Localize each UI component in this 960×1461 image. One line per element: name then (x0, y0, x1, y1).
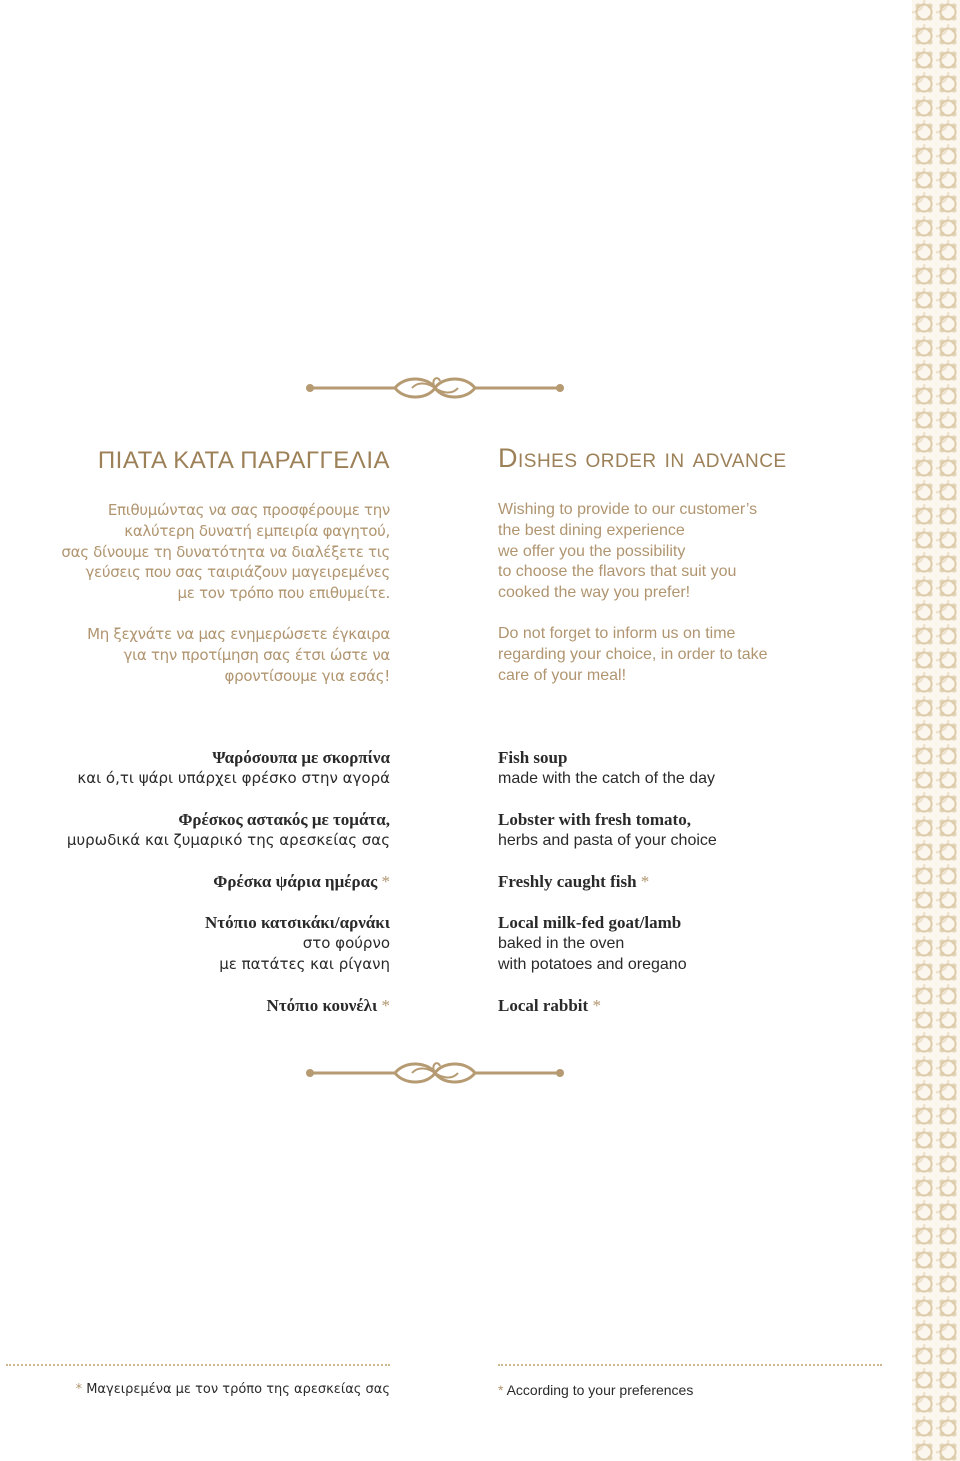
text-line: care of your meal! (498, 666, 627, 684)
english-dish-rabbit (498, 995, 828, 1016)
english-dish-goat-lamb (498, 912, 828, 975)
text-line: Επιθυμώντας να σας προσφέρουμε την (107, 501, 390, 519)
dish-description: made with the catch of the day (498, 770, 716, 787)
text-line: με τον τρόπο που επιθυμείτε. (177, 584, 390, 603)
lace-border-pattern (912, 0, 960, 1461)
asterisk-marker: * (381, 872, 390, 891)
greek-dish-fresh-fish (40, 871, 390, 892)
english-footnote (498, 1382, 828, 1398)
dish-name: Φρέσκα ψάρια ημέρας (213, 872, 378, 891)
greek-intro-paragraph-2 (40, 624, 390, 686)
dish-name: Ψαρόσουπα με σκορπίνα (212, 748, 390, 767)
dish-description: στο φούρνο (302, 934, 390, 952)
footnote-text: According to your preferences (506, 1382, 694, 1398)
greek-dish-fish-soup (40, 747, 390, 789)
dish-name: Ντόπιο κουνέλι (266, 996, 378, 1015)
text-line: we offer you the possibility (498, 542, 686, 560)
greek-intro-paragraph-1 (40, 500, 390, 604)
dish-description: herbs and pasta of your choice (498, 832, 717, 849)
divider (498, 1364, 882, 1366)
text-line: Do not forget to inform us on time (498, 625, 736, 642)
english-intro-paragraph-2 (498, 624, 828, 686)
text-line: to choose the flavors that suit you (498, 563, 737, 581)
text-line: φροντίσουμε για εσάς! (224, 666, 390, 685)
greek-dish-goat-lamb (40, 912, 390, 975)
dish-name: Local rabbit (498, 996, 589, 1015)
asterisk-marker: * (592, 996, 601, 1015)
dish-description: with potatoes and oregano (498, 956, 687, 973)
greek-footnote (40, 1382, 390, 1397)
dish-description: baked in the oven (498, 935, 625, 952)
dish-description: μυρωδικά και ζυμαρικό της αρεσκείας σας (66, 831, 390, 849)
greek-dish-lobster (40, 809, 390, 851)
text-line: Μη ξεχνάτε να μας ενημερώσετε έγκαιρα (87, 625, 390, 643)
footnote-text: Μαγειρεμένα με τον τρόπο της αρεσκείας σας (86, 1382, 390, 1397)
english-title: Dishes order in advance (498, 443, 787, 473)
text-line: σας δίνουμε τη δυνατότητα να διαλέξετε τις (61, 542, 390, 561)
english-intro-paragraph-1 (498, 500, 828, 604)
dish-name: Lobster with fresh tomato, (498, 810, 691, 829)
text-line: για την προτίμηση σας έτσι ώστε να (123, 645, 390, 664)
dish-name: Fish soup (498, 748, 568, 767)
dish-name: Ντόπιο κατσικάκι/αρνάκι (205, 913, 390, 932)
dish-name: Φρέσκος αστακός με τομάτα, (178, 810, 390, 829)
text-line: regarding your choice, in order to take (498, 645, 768, 663)
asterisk-marker: * (75, 1382, 83, 1397)
english-dish-fish-soup (498, 747, 828, 789)
text-line: καλύτερη δυνατή εμπειρία φαγητού, (124, 521, 390, 540)
greek-dish-rabbit (40, 995, 390, 1016)
text-line: γεύσεις που σας ταιριάζουν μαγειρεμένες (85, 563, 390, 582)
dish-name: Freshly caught fish (498, 872, 637, 891)
asterisk-marker: * (640, 872, 650, 891)
english-dish-lobster (498, 809, 828, 851)
dish-name: Local milk-fed goat/lamb (498, 913, 682, 932)
text-line: Wishing to provide to our customer’s (498, 501, 758, 518)
dish-description: με πατάτες και ρίγανη (219, 955, 390, 973)
asterisk-marker: * (381, 996, 390, 1015)
scroll-ornament-icon (300, 373, 570, 403)
dish-description: και ό,τι ψάρι υπάρχει φρέσκο στην αγορά (77, 769, 390, 787)
text-line: cooked the way you prefer! (498, 584, 691, 602)
greek-title: ΠΙΑΤΑ ΚΑΤΑ ΠΑΡΑΓΓΕΛΙΑ (97, 447, 390, 474)
asterisk-marker: * (498, 1382, 504, 1398)
text-line: the best dining experience (498, 521, 685, 539)
divider (6, 1364, 390, 1366)
english-dish-fresh-fish (498, 871, 828, 892)
scroll-ornament-icon (300, 1058, 570, 1088)
